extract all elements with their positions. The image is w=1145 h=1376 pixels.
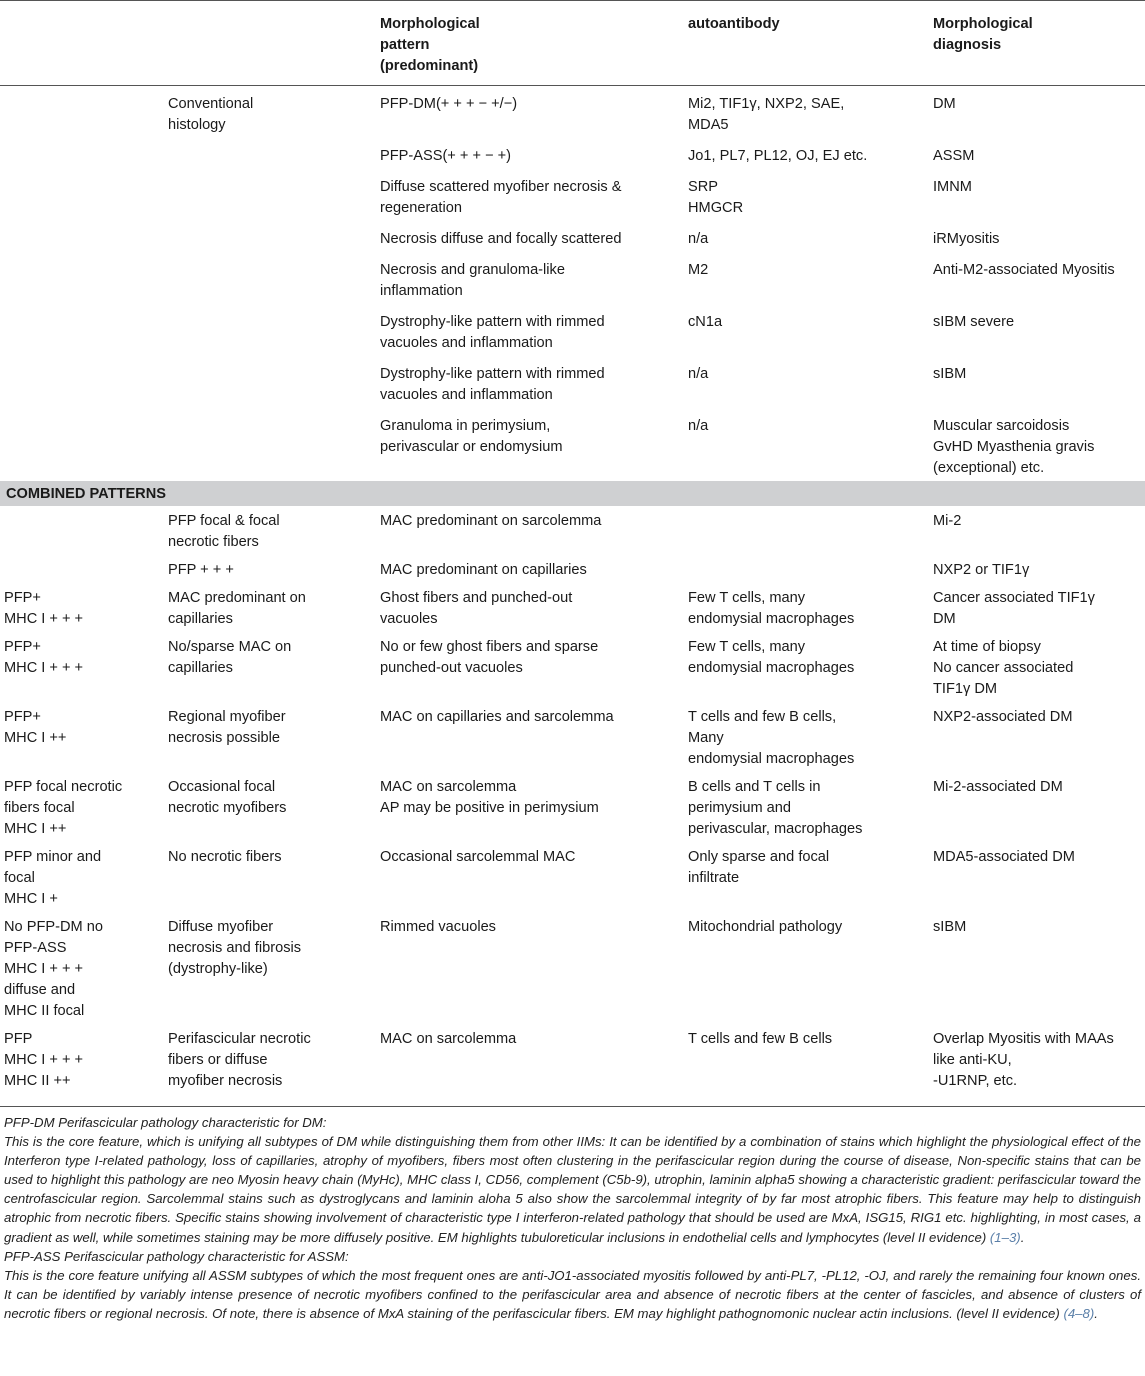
conventional-row bbox=[0, 252, 1145, 304]
conventional-row bbox=[0, 408, 1145, 481]
table-bottom-rule bbox=[0, 1106, 1145, 1107]
feature-cell: Diffuse myofiber necrosis and fibrosis (dystrophy-like) bbox=[168, 919, 302, 977]
feature-cell: No necrotic fibers bbox=[168, 849, 282, 865]
pattern-cell: No or few ghost fibers and sparse punched-out vacuoles bbox=[380, 639, 599, 676]
infiltrate-cell: Mitochondrial pathology bbox=[688, 919, 843, 935]
empty-cell bbox=[0, 169, 164, 221]
table-header-row bbox=[0, 1, 1145, 86]
conventional-row bbox=[0, 221, 1145, 252]
marker-cell: PFP+ MHC I + + + bbox=[4, 590, 84, 627]
pattern-cell: Occasional sarcolemmal MAC bbox=[380, 849, 576, 865]
autoantibody-cell: n/a bbox=[688, 418, 709, 434]
combined-row bbox=[0, 1024, 1145, 1094]
autoantibody-cell: Jo1, PL7, PL12, OJ, EJ etc. bbox=[688, 148, 868, 164]
empty-cell bbox=[164, 356, 376, 408]
feature-cell: PFP + + + bbox=[168, 562, 234, 578]
pattern-cell: PFP-DM(+ + + − +/−) bbox=[380, 96, 518, 112]
empty-cell bbox=[164, 252, 376, 304]
combined-row bbox=[0, 632, 1145, 702]
marker-cell bbox=[0, 506, 164, 555]
infiltrate-cell: T cells and few B cells bbox=[688, 1031, 833, 1047]
pattern-cell: MAC on sarcolemma bbox=[380, 1031, 517, 1047]
conventional-row bbox=[0, 356, 1145, 408]
diagnosis-cell: iRMyositis bbox=[933, 231, 1000, 247]
autoantibody-cell: M2 bbox=[688, 262, 709, 278]
header-autoantibody: autoantibody bbox=[684, 1, 929, 86]
ass-note-reference-link[interactable]: (4–8) bbox=[1063, 1305, 1095, 1321]
ass-note-title: PFP-ASS Perifascicular pathology characteristic for ASSM: bbox=[4, 1248, 349, 1264]
marker-cell: PFP minor and focal MHC I + bbox=[4, 849, 102, 907]
empty-cell bbox=[164, 221, 376, 252]
marker-cell: PFP+ MHC I + + + bbox=[4, 639, 84, 676]
empty-cell bbox=[164, 408, 376, 481]
combined-row bbox=[0, 702, 1145, 772]
diagnosis-cell: Mi-2 bbox=[933, 513, 962, 529]
diagnosis-cell: sIBM bbox=[933, 366, 967, 382]
feature-cell: Occasional focal necrotic myofibers bbox=[168, 779, 287, 816]
empty-cell bbox=[0, 408, 164, 481]
combined-patterns-header bbox=[0, 481, 1145, 506]
conventional-row bbox=[0, 86, 1145, 139]
infiltrate-cell: Only sparse and focal infiltrate bbox=[688, 849, 830, 886]
autoantibody-cell: n/a bbox=[688, 231, 709, 247]
conventional-section bbox=[0, 86, 1145, 482]
diagnosis-cell: NXP2-associated DM bbox=[933, 709, 1073, 725]
dm-note: This is the core feature, which is unifying all subtypes of DM while distinguishing them from other IIMs: It can be identified by a combination of stains which highlight the physiological effect of the Interferon type I-related pathology, loss of capillaries, atrophy of myofibers, fibers most often clustering in the perifascicular region during the course of disease, Non-specific stains that can be used to highlight this pathology are neo Myosin heavy chain (MyHc), MHC class I, CD56, complement (C5b-9), utrophin, laminin alpha5 showing a characteristic gradient: perifascicular toward the centrofascicular region. Sarcolemmal stains such as dystroglycans and laminin aloha 5 also show the sarcolemmal integrity of by far most atrophic fibers. This feature may help to distinguish atrophic from necrotic fibers. Specific stains showing involvement of characteristic type I interferon-related pathology that should be used are MxA, ISG15, RIG1 etc. highlighting, in most cases, a gradient as well, while sometimes staining may be more diffusely positive. EM highlights tubuloreticular inclusions in endothelial cells and lymphocytes (level II evidence) (1–3). bbox=[4, 1134, 1141, 1245]
dm-note-reference-link[interactable]: (1–3) bbox=[989, 1229, 1021, 1245]
pattern-cell: MAC predominant on capillaries bbox=[380, 562, 587, 578]
combined-row bbox=[0, 583, 1145, 632]
infiltrate-cell: Few T cells, many endomysial macrophages bbox=[688, 590, 855, 627]
combined-row bbox=[0, 912, 1145, 1024]
feature-cell: PFP focal & focal necrotic fibers bbox=[168, 513, 280, 550]
pattern-cell: Rimmed vacuoles bbox=[380, 919, 496, 935]
empty-cell bbox=[0, 138, 164, 169]
pattern-cell: Necrosis diffuse and focally scattered bbox=[380, 231, 622, 247]
diagnosis-cell: Anti-M2-associated Myositis bbox=[933, 262, 1115, 278]
combined-row bbox=[0, 772, 1145, 842]
conventional-row bbox=[0, 138, 1145, 169]
empty-cell bbox=[0, 252, 164, 304]
dm-note-title: PFP-DM Perifascicular pathology characteristic for DM: bbox=[4, 1115, 327, 1130]
empty-cell bbox=[0, 356, 164, 408]
diagnosis-cell: Cancer associated TIF1γ DM bbox=[933, 590, 1095, 627]
pattern-cell: MAC predominant on sarcolemma bbox=[380, 513, 602, 529]
pattern-cell: Granuloma in perimysium, perivascular or endomysium bbox=[380, 418, 563, 455]
diagnosis-cell: Mi-2-associated DM bbox=[933, 779, 1063, 795]
feature-cell: No/sparse MAC on capillaries bbox=[168, 639, 292, 676]
table-footnotes bbox=[4, 1113, 1141, 1323]
infiltrate-cell bbox=[684, 506, 929, 555]
pattern-cell: PFP-ASS(+ + + − +) bbox=[380, 148, 511, 164]
pattern-cell: Dystrophy-like pattern with rimmed vacuoles and inflammation bbox=[380, 366, 605, 403]
autoantibody-cell: n/a bbox=[688, 366, 709, 382]
empty-cell bbox=[164, 138, 376, 169]
diagnosis-cell: MDA5-associated DM bbox=[933, 849, 1075, 865]
empty-cell bbox=[0, 86, 164, 139]
pattern-cell: MAC on capillaries and sarcolemma bbox=[380, 709, 614, 725]
diagnosis-cell: sIBM severe bbox=[933, 314, 1015, 330]
conventional-histology-label: Conventional histology bbox=[168, 96, 254, 133]
ass-note: This is the core feature unifying all ASSM subtypes of which the most frequent ones are anti-JO1-associated myositis followed by anti-PL7, -PL12, -OJ, and rarely the remaining four known ones. It can be identified by variably intense presence of necrotic myofibers confined to the perifascicular area and absence of necrotic fibers at the center of fascicles, and absence of clusters of necrotic fibers or regional necrosis. Of note, there is absence of MxA staining of the perifascicular fibers. EM may highlight pathognomonic nuclear actin inclusions. (level II evidence) (4–8). bbox=[4, 1267, 1141, 1321]
conventional-row bbox=[0, 169, 1145, 221]
combined-patterns-title: COMBINED PATTERNS bbox=[0, 481, 1145, 506]
pattern-cell: Necrosis and granuloma-like inflammation bbox=[380, 262, 565, 299]
pattern-cell: Dystrophy-like pattern with rimmed vacuoles and inflammation bbox=[380, 314, 605, 351]
feature-cell: Perifascicular necrotic fibers or diffuse myofiber necrosis bbox=[168, 1031, 311, 1089]
empty-cell bbox=[0, 304, 164, 356]
infiltrate-cell: T cells and few B cells, Many endomysial macrophages bbox=[688, 709, 855, 767]
combined-row bbox=[0, 506, 1145, 555]
autoantibody-cell: Mi2, TIF1γ, NXP2, SAE, MDA5 bbox=[688, 96, 845, 133]
autoantibody-cell: SRP HMGCR bbox=[688, 179, 744, 216]
empty-cell bbox=[164, 169, 376, 221]
header-morphological-pattern: Morphological pattern (predominant) bbox=[376, 1, 684, 86]
diagnosis-cell: Overlap Myositis with MAAs like anti-KU, -U1RNP, etc. bbox=[933, 1031, 1114, 1089]
combined-section bbox=[0, 506, 1145, 1094]
header-cell-empty-2 bbox=[164, 1, 376, 86]
empty-cell bbox=[0, 221, 164, 252]
ass-note-text: This is the core feature unifying all ASSM subtypes of which the most frequent ones are anti-JO1-associated myositis followed by anti-PL7, -PL12, -OJ, and rarely the remaining four known ones. It can be identified by variably intense presence of necrotic myofibers confined to the perifascicular area and absence of necrotic fibers at the center of fascicles, and absence of clusters of necrotic fibers or regional necrosis. Of note, there is absence of MxA staining of the perifascicular fibers. EM may highlight pathognomonic nuclear actin inclusions. (level II evidence) bbox=[4, 1267, 1141, 1321]
diagnosis-cell: IMNM bbox=[933, 179, 972, 195]
autoantibody-cell: cN1a bbox=[688, 314, 723, 330]
diagnosis-cell: DM bbox=[933, 96, 956, 112]
empty-cell bbox=[164, 304, 376, 356]
marker-cell: PFP MHC I + + + MHC II ++ bbox=[4, 1031, 84, 1089]
conventional-row bbox=[0, 304, 1145, 356]
marker-cell: PFP+ MHC I ++ bbox=[4, 709, 67, 746]
infiltrate-cell: B cells and T cells in perimysium and perivascular, macrophages bbox=[688, 779, 863, 837]
header-morphological-diagnosis: Morphological diagnosis bbox=[929, 1, 1145, 86]
combined-row bbox=[0, 842, 1145, 912]
pattern-cell: Ghost fibers and punched-out vacuoles bbox=[380, 590, 573, 627]
diagnosis-cell: NXP2 or TIF1γ bbox=[933, 562, 1030, 578]
diagnosis-cell: sIBM bbox=[933, 919, 967, 935]
feature-cell: Regional myofiber necrosis possible bbox=[168, 709, 286, 746]
infiltrate-cell bbox=[684, 555, 929, 583]
marker-cell bbox=[0, 555, 164, 583]
diagnosis-cell: At time of biopsy No cancer associated TIF1γ DM bbox=[933, 639, 1074, 697]
marker-cell: PFP focal necrotic fibers focal MHC I ++ bbox=[4, 779, 123, 837]
dm-note-text: This is the core feature, which is unifying all subtypes of DM while distinguishing them from other IIMs: It can be identified by a combination of stains which highlight the physiological effect of the Interferon type I-related pathology, loss of capillaries, atrophy of myofibers, fibers most often clustering in the perifascicular region during the course of disease, Non-specific stains that can be used to highlight this pathology are neo Myosin heavy chain (MyHc), MHC class I, CD56, complement (C5b-9), utrophin, laminin alpha5 showing a characteristic gradient: perifascicular toward the centrofascicular region. Sarcolemmal stains such as dystroglycans and laminin aloha 5 also show the sarcolemmal integrity of by far most atrophic fibers. This feature may help to distinguish atrophic from necrotic fibers. Specific stains showing involvement of characteristic type I interferon-related pathology that should be used are MxA, ISG15, RIG1 etc. highlighting, in most cases, a gradient as well, while sometimes staining may be more diffusely positive. EM highlights tubuloreticular inclusions in endothelial cells and lymphocytes (level II evidence) bbox=[4, 1134, 1141, 1245]
infiltrate-cell: Few T cells, many endomysial macrophages bbox=[688, 639, 855, 676]
marker-cell: No PFP-DM no PFP-ASS MHC I + + + diffuse and MHC II focal bbox=[4, 919, 103, 1019]
feature-cell: MAC predominant on capillaries bbox=[168, 590, 306, 627]
diagnosis-cell: Muscular sarcoidosis GvHD Myasthenia gravis (exceptional) etc. bbox=[933, 418, 1095, 476]
diagnosis-cell: ASSM bbox=[933, 148, 975, 164]
combined-row bbox=[0, 555, 1145, 583]
header-cell-empty-1 bbox=[0, 1, 164, 86]
pattern-cell: MAC on sarcolemma AP may be positive in perimysium bbox=[380, 779, 599, 816]
pattern-cell: Diffuse scattered myofiber necrosis & regeneration bbox=[380, 179, 622, 216]
